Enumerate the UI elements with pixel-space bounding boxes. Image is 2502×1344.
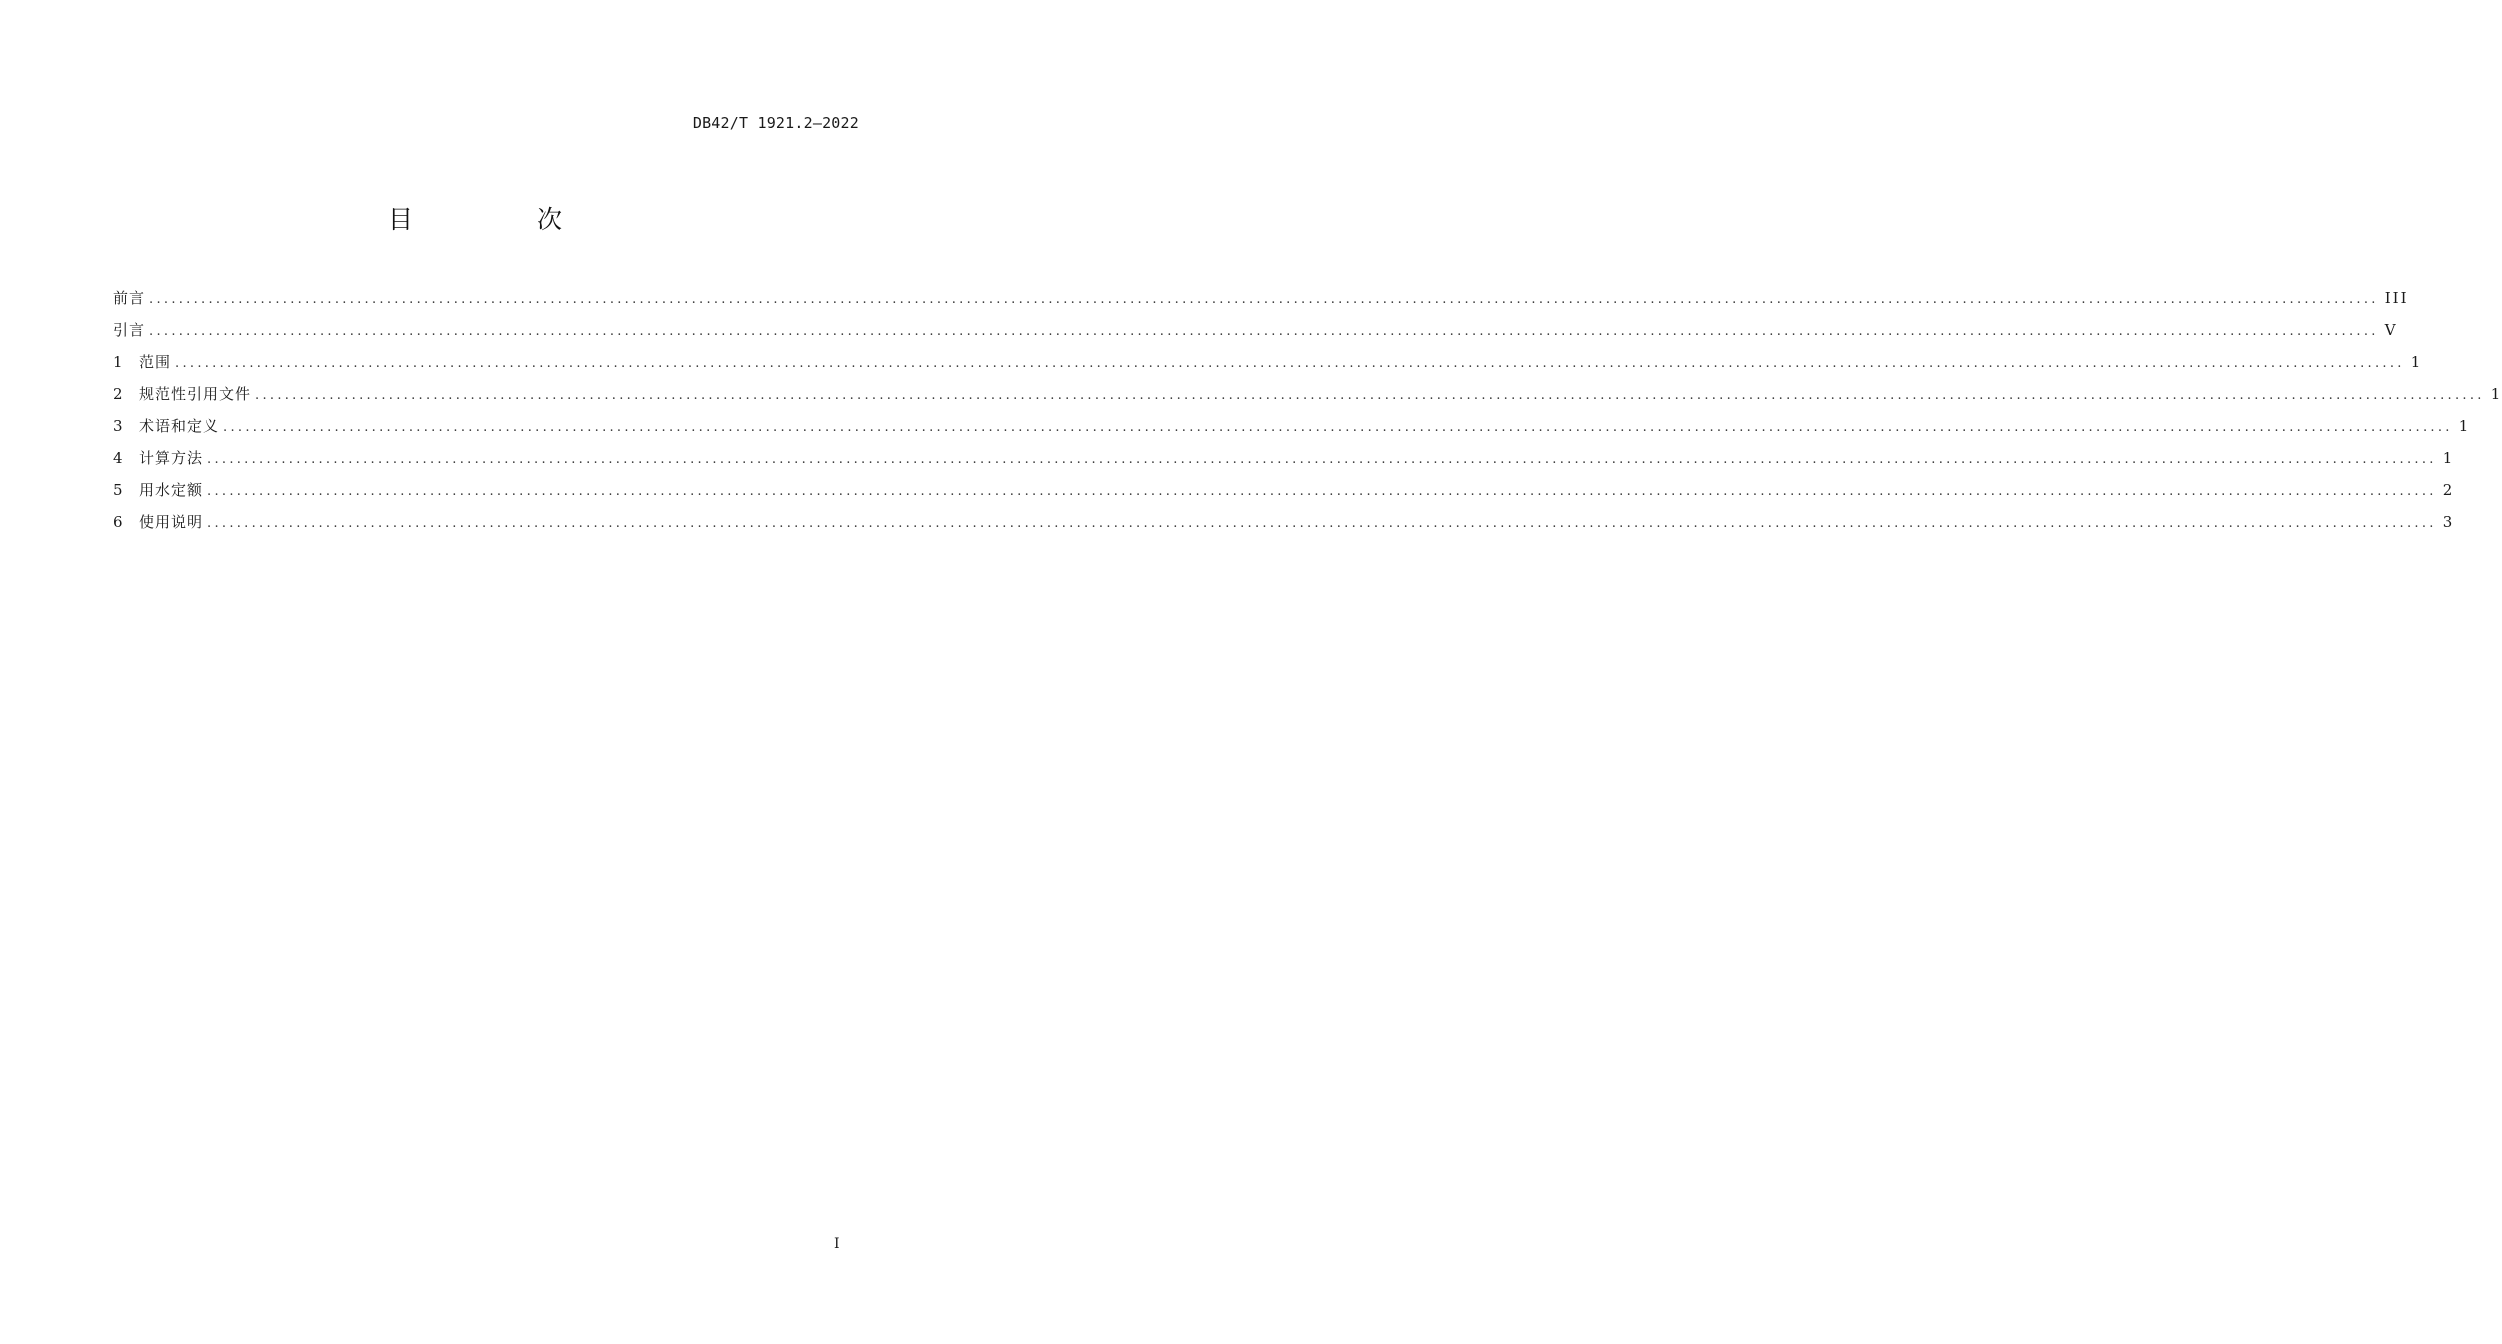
toc-leader-dots: ............................................................................................................................................................................................................................................................................................................	[207, 452, 2437, 467]
toc-entry-label: 术语和定义	[139, 417, 220, 435]
toc-entry-scope[interactable]	[113, 351, 2423, 383]
toc-leader-dots: ............................................................................................................................................................................................................................................................................................................	[207, 516, 2437, 531]
toc-entry-number: 4	[113, 449, 123, 467]
toc-entry-page: V	[2384, 321, 2398, 339]
toc-leader-dots: ............................................................................................................................................................................................................................................................................................................	[175, 356, 2405, 371]
toc-entry-water-quota[interactable]	[113, 479, 2455, 511]
toc-entry-page: III	[2384, 289, 2409, 307]
toc-entry-number: 3	[113, 417, 123, 435]
toc-leader-dots: ............................................................................................................................................................................................................................................................................................................	[149, 292, 2379, 307]
toc-entry-page: 1	[2458, 417, 2471, 435]
document-code: DB42/T 1921.2—2022	[692, 114, 859, 132]
toc-entry-page: 2	[2442, 481, 2455, 499]
toc-entry-label: 引言	[113, 321, 146, 339]
toc-entry-page: 1	[2442, 449, 2455, 467]
toc-entry-label: 计算方法	[139, 449, 204, 467]
toc-entry-label: 范围	[139, 353, 172, 371]
toc-entry-number: 2	[113, 385, 123, 403]
toc-entry-page: 1	[2410, 353, 2423, 371]
page-number: I	[834, 1236, 840, 1252]
toc-entry-usage-notes[interactable]	[113, 511, 2455, 543]
toc-entry-number: 6	[113, 513, 123, 531]
toc-entry-label: 用水定额	[139, 481, 204, 499]
table-of-contents	[113, 287, 2502, 543]
page-title: 目 次	[388, 205, 620, 234]
toc-entry-number: 1	[113, 353, 123, 371]
toc-entry-label: 前言	[113, 289, 146, 307]
toc-entry-page: 3	[2442, 513, 2455, 531]
toc-entry-normative-references[interactable]	[113, 383, 2502, 415]
toc-entry-number: 5	[113, 481, 123, 499]
toc-entry-label: 规范性引用文件	[139, 385, 252, 403]
toc-leader-dots: ............................................................................................................................................................................................................................................................................................................	[255, 388, 2485, 403]
toc-leader-dots: ............................................................................................................................................................................................................................................................................................................	[149, 324, 2379, 339]
toc-entry-calculation-method[interactable]	[113, 447, 2455, 479]
toc-entry-label: 使用说明	[139, 513, 204, 531]
toc-leader-dots: ............................................................................................................................................................................................................................................................................................................	[207, 484, 2437, 499]
toc-entry-introduction[interactable]	[113, 319, 2398, 351]
toc-entry-terms-definitions[interactable]	[113, 415, 2471, 447]
toc-leader-dots: ............................................................................................................................................................................................................................................................................................................	[223, 420, 2453, 435]
toc-entry-page: 1	[2490, 385, 2502, 403]
toc-entry-foreword[interactable]	[113, 287, 2409, 319]
